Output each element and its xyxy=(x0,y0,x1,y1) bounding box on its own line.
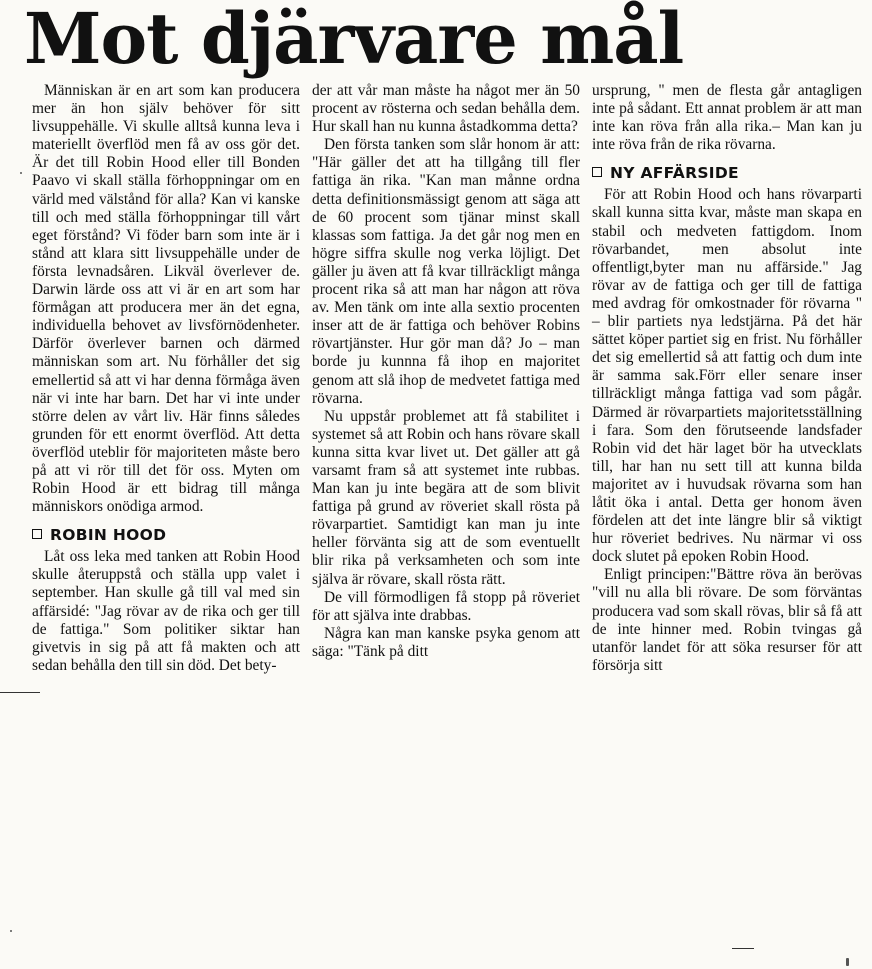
paragraph: Den första tanken som slår honom är att: "Här gäller det att ha tillgång till fler fattiga än rika. "Kan man månne ordna detta definitionsmässigt genom att säga att de 60 procent som tjänar minst skall klassas som fattiga. Ja det går nog men en högre siffra skulle nog verka löjligt. Det gäller ju även att få kvar tillräckligt många procent rika så att man har någon att röva av. Men tänk om inte alla sextio procenten inser att de är fattiga och behöver Robins rövartjänster. Hur gör man då? Jo – man borde ju kunnna få ihop en majoritet genom att slå ihop de medvetet fattiga med rövarna. xyxy=(312,136,580,407)
paragraph: De vill förmodligen få stopp på röveriet för att själva inte drabbas. xyxy=(312,588,580,624)
paragraph: der att vår man måste ha något mer än 50 procent av rösterna och sedan behålla dem. Hur skall han nu kunna åstadkomma detta? xyxy=(312,82,580,136)
subheading-robin-hood xyxy=(32,524,300,546)
column-3 xyxy=(592,82,862,675)
scan-line xyxy=(732,948,754,949)
print-speck xyxy=(20,172,22,174)
paragraph: Låt oss leka med tanken att Robin Hood skulle återuppstå och ställa upp valet i september. Han skulle gå till val med sin affärsidé: "Jag rövar av de rika och ger till de fattiga." Som politiker siktar han givetvis in sig på att få makten och att sedan behålla den till sin död. Det bety- xyxy=(32,548,300,674)
paragraph: Nu uppstår problemet att få stabilitet i systemet så att Robin och hans rövare skall kunna sitta kvar livet ut. Det gäller att gå varsamt fram så att systemet inte rubbas. Man kan ju inte begära att de som blivit fattiga på grund av röveriet skall rösta på rövarpartiet. Samtidigt kan man ju inte heller förvänta sig att de som eventuellt blir rika på verksamheten och som inte själva är rövare, skall rösta rätt. xyxy=(312,407,580,588)
paragraph: Människan är en art som kan producera mer än hon själv behöver för sitt livsuppehälle. Vi skulle alltså kunna leva i materiellt överflöd men få av oss gör det. Är det till Robin Hood eller till Bonden Paavo vi skall ställa förhoppningar om en värld med välstånd för alla? Kan vi kanske till och med ställa förhoppningar till vårt eget förstånd? Vi föder barn som inte är i stånd att klara sitt livsuppehälle under de första levnadsåren. Likväl överlever de. Darwin lärde oss att vi är en art som har förmågan att producera mer än det egna, individuella behovet av livsförnödenheter. Därför överlever barnen och därmed människan som art. Nu förhåller det sig emellertid så att vi har denna förmåga även när vi inte har barn. Det har vi inte under större delen av vårt liv. Här finns således grunden för ett enormt överflöd. Att detta överflöd uteblir för majoriteten måste bero på att vi rör till det för oss. Myten om Robin Hood är ett bidrag till många människors onödiga armod. xyxy=(32,82,300,516)
paragraph: ursprung, " men de flesta går antagligen inte på sådant. Ett annat problem är att man inte kan röva från alla rika.– Man kan ju inte röva från de rika rövarna. xyxy=(592,82,862,154)
scan-line xyxy=(0,692,40,693)
print-speck xyxy=(846,958,849,966)
paragraph: För att Robin Hood och hans rövarparti skall kunna sitta kvar, måste man skapa en stabil och medveten fattigdom. Inom rövarbandet, men absolut inte offentligt,byter man nu affärside." Jag rövar av de fattiga och ger till de fattiga med avdrag för omkostnader för rövarna " – blir partiets nya ledstjärna. På det här sättet köper partiet sig en frist. Nu förhåller det sig emellertid så att fattig och dum inte är samma sak.Förr eller senare inser tillräckligt många fattiga vad som pågår. Därmed är rövarpartiets majoritetsställning i fara. Som den förutseende landsfader Robin vid det här laget bör ha utvecklats till, har han nu sett till att kunna bilda majoritet av i huvudsak rövarna som han låtit öka i antal. Detta ger honom även fördelen att det inte längre blir så viktigt hur röveriet bedrives. Nu närmar vi oss dock slutet på epoken Robin Hood. xyxy=(592,186,862,566)
square-bullet-icon xyxy=(592,167,602,177)
paragraph: Enligt principen:"Bättre röva än berövas "vill nu alla bli rövare. De som förväntas producera vad som skall rövas, blir så få att de inte hinner med. Robin tvingas gå utanför landet för att söka resurser för att försörja sitt xyxy=(592,566,862,674)
column-2 xyxy=(312,82,580,661)
square-bullet-icon xyxy=(32,529,42,539)
subheading-text: ROBIN HOOD xyxy=(50,526,167,545)
headline: Mot djärvare mål xyxy=(24,0,684,80)
column-1 xyxy=(32,82,300,675)
subheading-ny-affarside xyxy=(592,162,862,184)
subheading-text: NY AFFÄRSIDE xyxy=(610,164,739,183)
print-speck xyxy=(10,930,12,932)
paragraph: Några kan man kanske psyka genom att säga: "Tänk på ditt xyxy=(312,624,580,660)
